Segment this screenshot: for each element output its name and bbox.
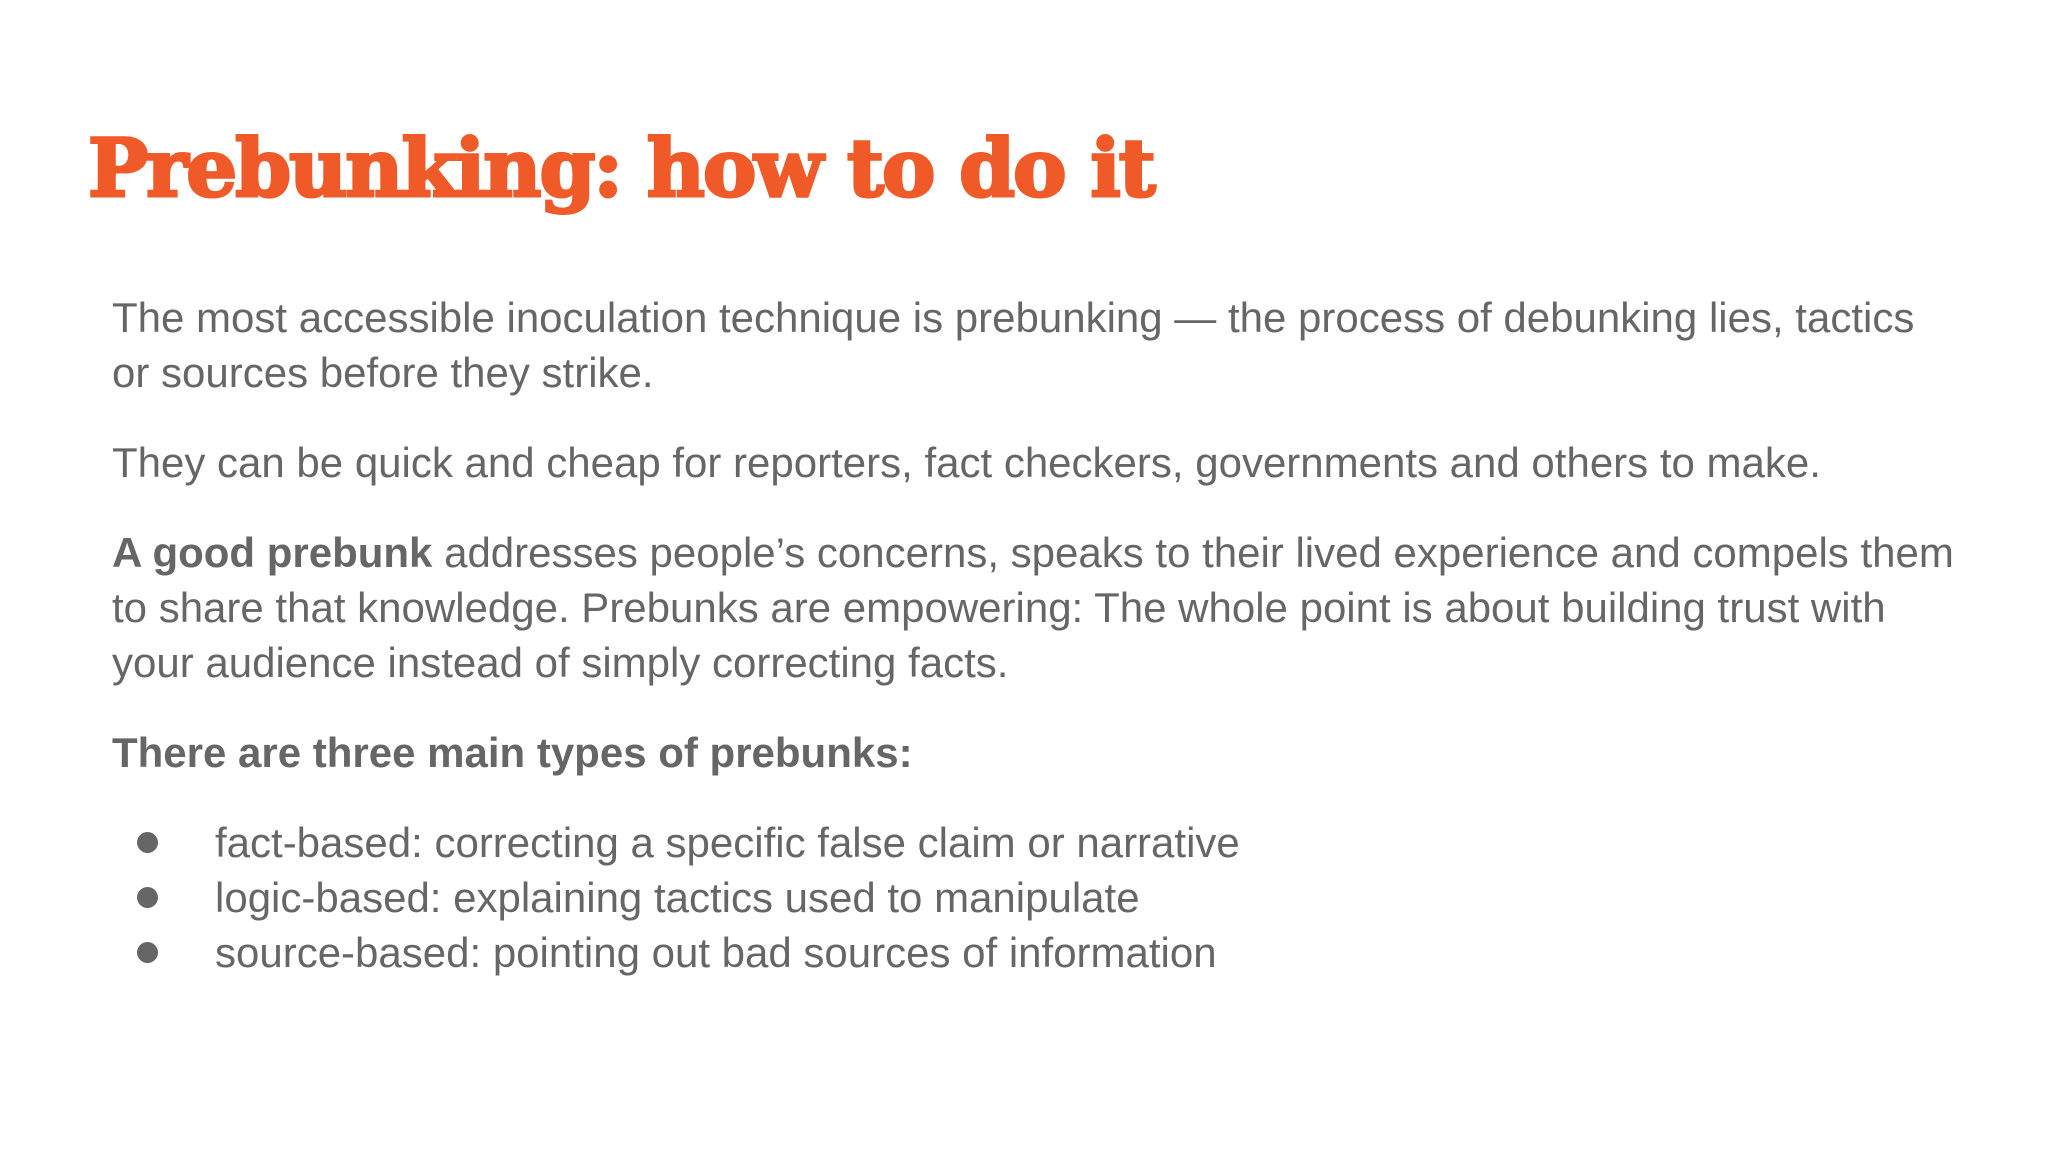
list-item-text: logic-based: explaining tactics used to manipulate	[215, 874, 1140, 921]
paragraph-quick-cheap: They can be quick and cheap for reporters, fact checkers, governments and others to make.	[112, 439, 1821, 486]
paragraph-good-prebunk	[112, 525, 1962, 690]
slide-title: Prebunking: how to do it	[88, 121, 1154, 215]
good-prebunk-emphasis: A good prebunk	[112, 529, 433, 576]
good-prebunk-text: addresses people’s concerns, speaks to their lived experience and compels them to share that knowledge. Prebunks are empowering: The whole point is about building trust with your audience instead of simply correcting facts.	[112, 529, 1954, 686]
list-item-text: fact-based: correcting a specific false claim or narrative	[215, 819, 1240, 866]
bullet-icon	[137, 887, 158, 908]
list-item	[112, 815, 1962, 870]
prebunk-types-list	[112, 815, 1962, 980]
list-item-text: source-based: pointing out bad sources of information	[215, 929, 1217, 976]
slide-body	[112, 290, 1962, 980]
list-item	[112, 870, 1962, 925]
bullet-icon	[137, 942, 158, 963]
list-heading: There are three main types of prebunks:	[112, 729, 913, 776]
list-item	[112, 925, 1962, 980]
paragraph-inoculation: The most accessible inoculation technique is prebunking — the process of debunking lies, tactics or sources before they strike.	[112, 294, 1915, 396]
bullet-icon	[137, 832, 158, 853]
